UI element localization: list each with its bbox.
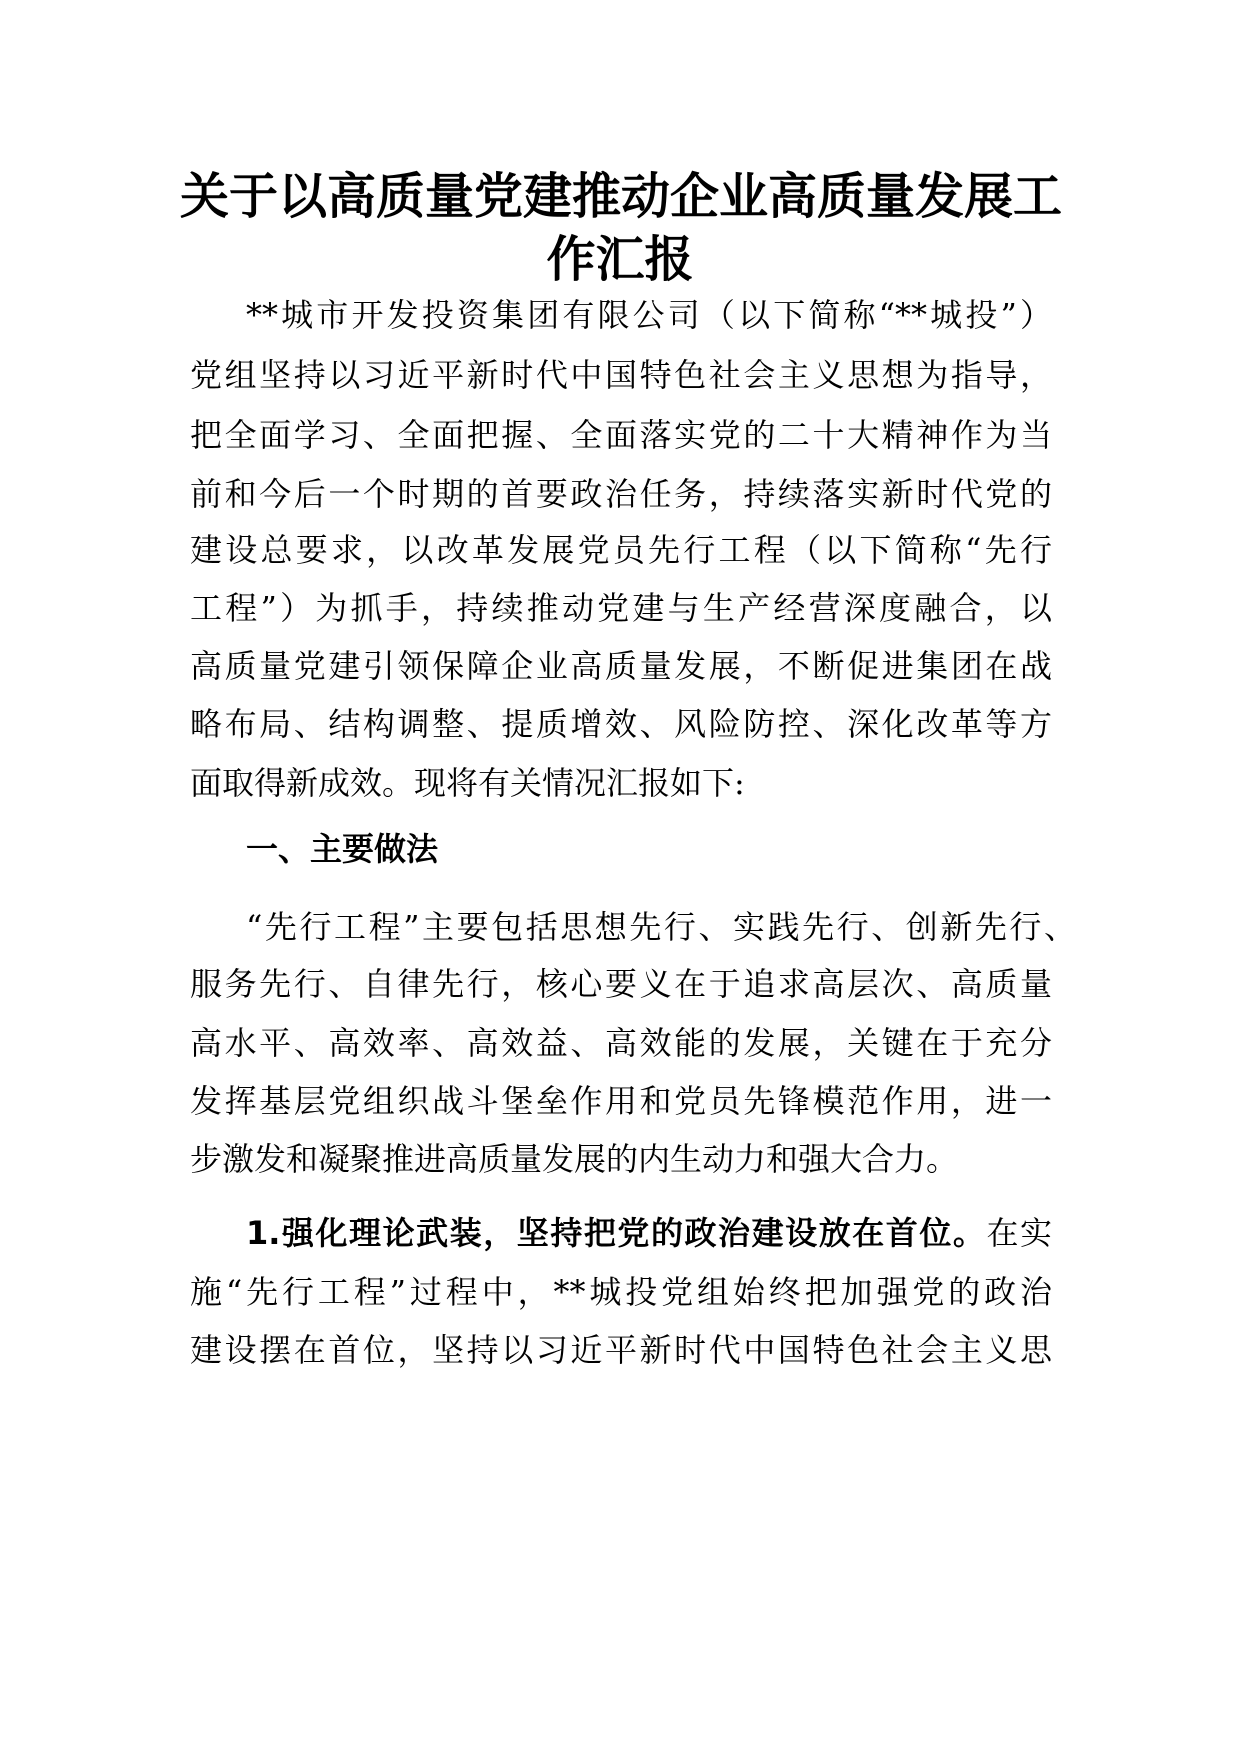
item-line: 施“先行工程”过程中，**城投党组始终把加强党的政治 <box>190 1273 1052 1311</box>
intro-line: 高质量党建引领保障企业高质量发展，不断促进集团在战 <box>190 647 1052 685</box>
section-heading: 一、主要做法 <box>246 830 439 868</box>
section-line: “先行工程”主要包括思想先行、实践先行、创新先行、 <box>246 908 1076 946</box>
intro-line: 把全面学习、全面把握、全面落实党的二十大精神作为当 <box>190 416 1052 454</box>
section-line: 发挥基层党组织战斗堡垒作用和党员先锋模范作用，进一 <box>190 1082 1052 1120</box>
section-line: 步激发和凝聚推进高质量发展的内生动力和强大合力。 <box>190 1140 959 1178</box>
item-line: 建设摆在首位，坚持以习近平新时代中国特色社会主义思 <box>190 1331 1052 1369</box>
document-title-line-1: 关于以高质量党建推动企业高质量发展工 <box>180 167 1063 225</box>
intro-line: 面取得新成效。现将有关情况汇报如下: <box>190 764 745 802</box>
section-line: 服务先行、自律先行，核心要义在于追求高层次、高质量 <box>190 965 1052 1003</box>
intro-line: 前和今后一个时期的首要政治任务，持续落实新时代党的 <box>190 475 1052 513</box>
item-text-run: 在实 <box>986 1214 1052 1252</box>
intro-line: 工程”）为抓手，持续推动党建与生产经营深度融合，以 <box>190 589 1052 627</box>
item-bold-title: 1.强化理论武装，坚持把党的政治建设放在首位。 <box>246 1214 987 1252</box>
item-first-line <box>246 1213 1052 1253</box>
intro-line: **城市开发投资集团有限公司（以下简称“**城投”） <box>246 296 1052 334</box>
intro-line: 略布局、结构调整、提质增效、风险防控、深化改革等方 <box>190 705 1052 743</box>
document-title-line-2: 作汇报 <box>546 230 694 288</box>
intro-line: 党组坚持以习近平新时代中国特色社会主义思想为指导， <box>190 356 1052 394</box>
section-line: 高水平、高效率、高效益、高效能的发展，关键在于充分 <box>190 1024 1052 1062</box>
intro-line: 建设总要求，以改革发展党员先行工程（以下简称“先行 <box>190 531 1052 569</box>
